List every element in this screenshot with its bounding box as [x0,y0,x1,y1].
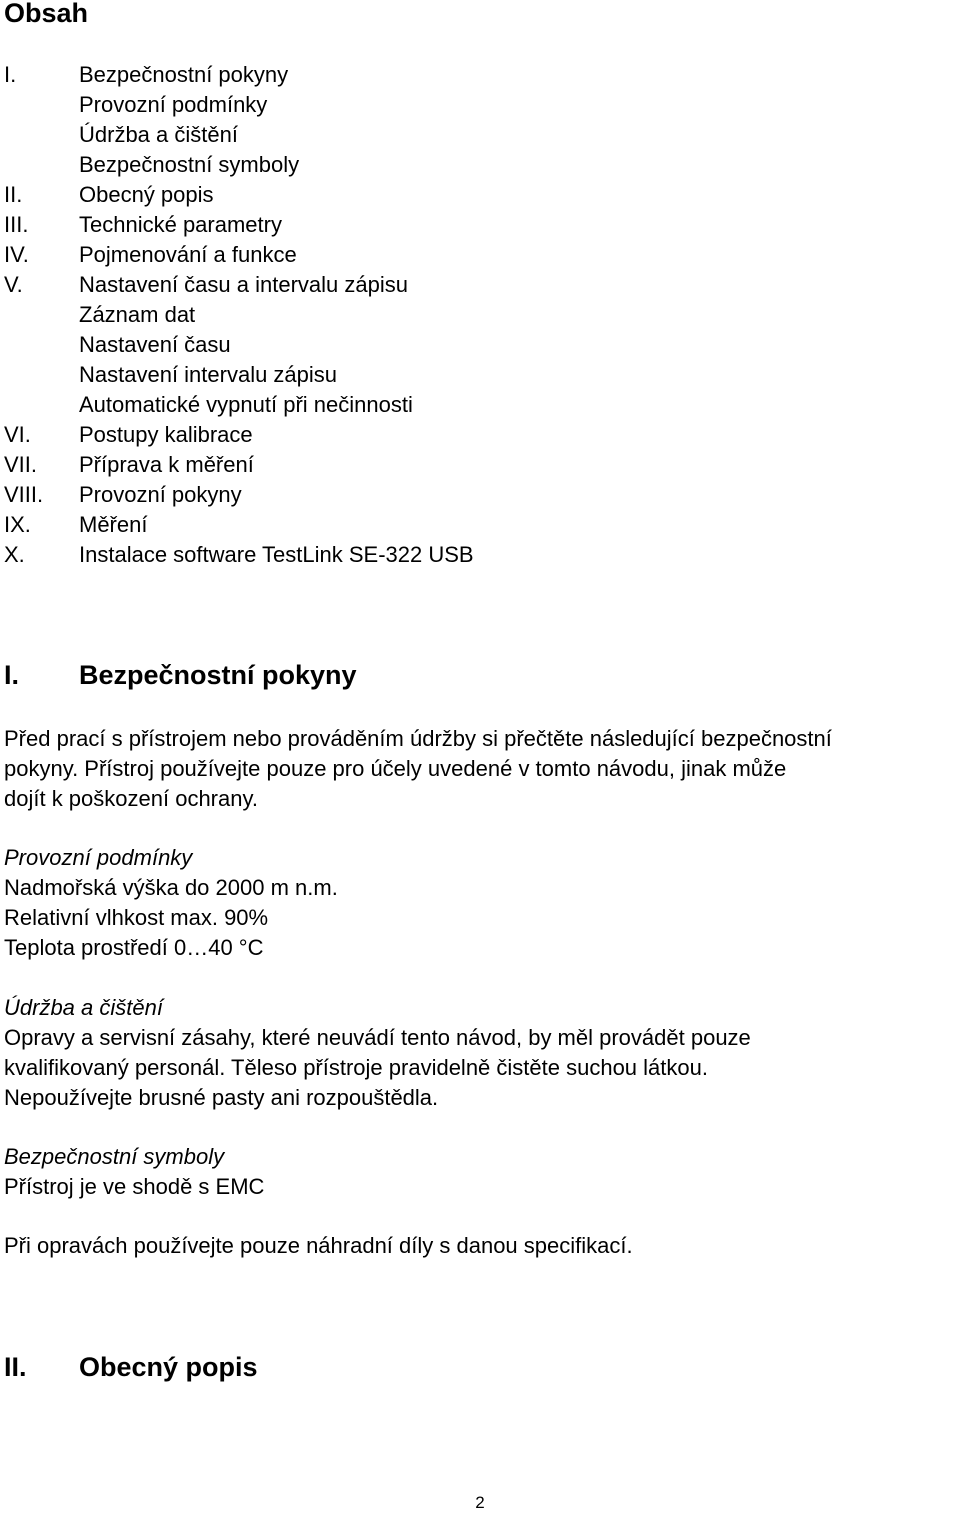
toc-entry-text: Technické parametry [79,212,282,237]
subsection-heading: Údržba a čištění [4,995,163,1020]
subsection-heading: Bezpečnostní symboly [4,1144,225,1169]
toc-entry [4,330,904,360]
toc-entry [4,240,904,270]
toc-entry-text: Postupy kalibrace [79,422,253,447]
paragraph-line: Teplota prostředí 0…40 °C [4,935,264,960]
toc-entry-text: Bezpečnostní pokyny [79,62,289,87]
paragraph-line: pokyny. Přístroj používejte pouze pro účely uvedené v tomto návodu, jinak může [4,756,787,781]
toc-entry-number: X. [4,542,25,567]
toc-entry-number: IX. [4,512,31,537]
toc-entry-text: Měření [79,512,148,537]
toc-entry [4,270,904,300]
toc-entry [4,390,904,420]
toc-entry [4,90,904,120]
toc-entry [4,450,904,480]
paragraph-line: Nadmořská výška do 2000 m n.m. [4,875,338,900]
table-of-contents [4,60,904,570]
toc-entry [4,120,904,150]
section-title: Bezpečnostní pokyny [79,660,357,690]
toc-entry-text: Pojmenování a funkce [79,242,297,267]
toc-entry-number: II. [4,182,23,207]
section-number: II. [4,1352,27,1382]
maintenance-cleaning [4,993,954,1113]
toc-entry-text: Automatické vypnutí při nečinnosti [79,392,413,417]
toc-entry [4,180,904,210]
paragraph-line: Nepoužívejte brusné pasty ani rozpouštědla. [4,1085,439,1110]
repair-note [4,1231,954,1261]
toc-entry [4,420,904,450]
toc-entry-text: Nastavení času a intervalu zápisu [79,272,408,297]
page-title: Obsah [4,0,89,28]
toc-entry-text: Nastavení intervalu zápisu [79,362,338,387]
toc-entry-number: VI. [4,422,31,447]
toc-entry-number: III. [4,212,29,237]
toc-entry-number: I. [4,62,17,87]
paragraph-line: Přístroj je ve shodě s EMC [4,1174,265,1199]
toc-entry-text: Údržba a čištění [79,122,238,147]
toc-entry [4,540,904,570]
paragraph-line: Při opravách používejte pouze náhradní díly s danou specifikací. [4,1233,633,1258]
toc-entry [4,210,904,240]
toc-entry-text: Bezpečnostní symboly [79,152,300,177]
toc-entry-text: Záznam dat [79,302,196,327]
toc-entry-text: Provozní podmínky [79,92,268,117]
toc-entry-text: Příprava k měření [79,452,254,477]
operating-conditions [4,843,954,963]
toc-entry-text: Obecný popis [79,182,214,207]
paragraph-line: dojít k poškození ochrany. [4,786,258,811]
toc-entry-number: VII. [4,452,38,477]
toc-entry-text: Instalace software TestLink SE-322 USB [79,542,474,567]
toc-entry [4,150,904,180]
toc-entry [4,360,904,390]
toc-entry-text: Provozní pokyny [79,482,242,507]
toc-entry-number: VIII. [4,482,44,507]
section-title: Obecný popis [79,1352,258,1382]
toc-entry [4,60,904,90]
section-number: I. [4,660,20,690]
safety-intro-paragraph [4,724,954,814]
subsection-heading: Provozní podmínky [4,845,193,870]
paragraph-line: Relativní vlhkost max. 90% [4,905,269,930]
toc-entry-number: V. [4,272,23,297]
toc-entry-number: IV. [4,242,29,267]
toc-entry [4,300,904,330]
toc-entry [4,510,904,540]
paragraph-line: Před prací s přístrojem nebo prováděním údržby si přečtěte následující bezpečnostní [4,726,832,751]
safety-symbols [4,1142,954,1202]
page-number: 2 [475,1493,485,1512]
paragraph-line: kvalifikovaný personál. Těleso přístroje pravidelně čistěte suchou látkou. [4,1055,708,1080]
toc-entry [4,480,904,510]
paragraph-line: Opravy a servisní zásahy, které neuvádí tento návod, by měl provádět pouze [4,1025,751,1050]
toc-entry-text: Nastavení času [79,332,231,357]
